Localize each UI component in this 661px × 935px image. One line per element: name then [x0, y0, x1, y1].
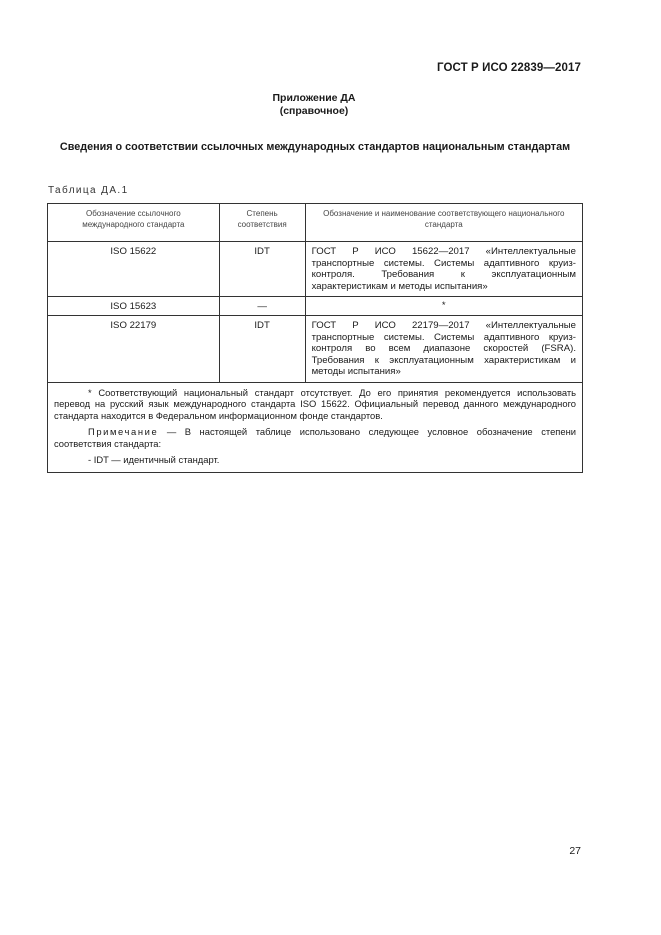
cell-national-standard: ГОСТ Р ИСО 22179—2017 «Интеллектуальные транспортные системы. Системы адаптивного круиз-контроля во всем диапазоне скоростей (FSRA). Требования к эксплуатационным характеристикам и методы испытания»: [305, 316, 582, 383]
table-row: [48, 242, 583, 297]
table-row: [48, 316, 583, 383]
document-code: ГОСТ Р ИСО 22839—2017: [436, 62, 581, 74]
cell-intl-standard: ISO 22179: [48, 316, 220, 383]
header-national-standard: Обозначение и наименование соответствующего национального стандарта: [305, 204, 582, 242]
header-intl-standard: Обозначение ссылочного международного стандарта: [48, 204, 220, 242]
note: [54, 426, 576, 449]
cell-degree: IDT: [219, 242, 305, 297]
cell-intl-standard: ISO 15623: [48, 297, 220, 316]
table-row: [48, 297, 583, 316]
cell-national-standard: *: [305, 297, 582, 316]
table-notes-row: [48, 382, 583, 472]
legend: - IDT — идентичный стандарт.: [88, 454, 220, 465]
correspondence-table: [47, 203, 583, 473]
annex-heading: [0, 92, 628, 118]
table-caption: Таблица ДА.1: [48, 185, 129, 196]
annex-subtitle: (справочное): [279, 105, 349, 117]
note-text: — В настоящей таблице использовано следующее условное обозначение степени соответствия стандарта:: [54, 426, 576, 449]
section-title: Сведения о соответствии ссылочных международных стандартов национальным стандартам: [59, 141, 571, 153]
footnote: * Соответствующий национальный стандарт отсутствует. До его принятия рекомендуется использовать перевод на русский язык международного стандарта ISO 15622. Официальный перевод данного международного стандарта находится в Федеральном информационном фонде стандартов.: [54, 386, 576, 421]
page-number: 27: [569, 845, 581, 857]
header-degree: Степень соответствия: [219, 204, 305, 242]
table-header-row: [48, 204, 583, 242]
cell-intl-standard: ISO 15622: [48, 242, 220, 297]
cell-degree: —: [219, 297, 305, 316]
cell-national-standard: ГОСТ Р ИСО 15622—2017 «Интеллектуальные транспортные системы. Системы адаптивного круиз-контроля. Требования к эксплуатационным характеристикам и методы испытания»: [305, 242, 582, 297]
table-notes: [48, 382, 583, 472]
annex-title: Приложение ДА: [272, 92, 356, 104]
cell-degree: IDT: [219, 316, 305, 383]
note-label: Примечание: [88, 426, 159, 437]
